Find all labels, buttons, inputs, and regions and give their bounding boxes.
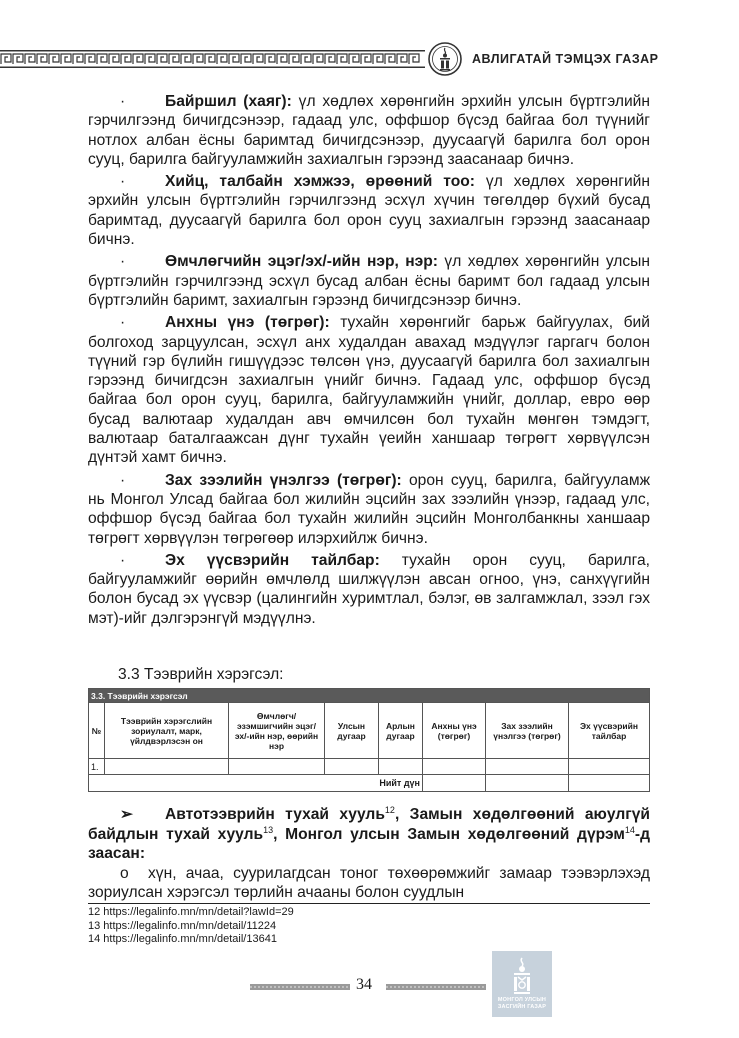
item-text: хүн, ачаа, суурилагдсан тоног төхөөрөмжийг замаар тээвэрлэхэд зориулсан хэрэгсэл төрлийн ачааны болон суудлын <box>88 864 650 901</box>
footer-ornament-icon <box>250 984 350 990</box>
total-row <box>89 775 650 792</box>
gov-logo-text: ЗАСГИЙН ГАЗАР <box>497 1004 547 1010</box>
paragraph-market-value <box>88 471 650 548</box>
column-header: № <box>89 703 105 759</box>
paragraph-text: үл хөдлөх хөрөнгийн эрхийн улсын бүртгэлийн гэрчилгээнд бичигдсэнээр, гадаад улс, оффшор бүсэд байгаа бол түүнийг нотлох албан ёсны баримтад бичигдсэнээр, дуусаагүй барилга бол орон сууц, барилга байгууламжийн захиалгын гэрээнд заасанаар бичнэ. <box>88 93 650 168</box>
paragraph-owner <box>88 252 650 310</box>
meander-border-icon <box>0 50 425 68</box>
heading-part: , Замын хөдөлгөөний аюулгүй байдлын тухай хууль <box>88 806 650 843</box>
table-cell <box>105 759 229 775</box>
paragraph-source <box>88 551 650 628</box>
table-cell <box>379 759 423 775</box>
term: Зах зээлийн үнэлгээ (төгрөг): <box>165 471 402 489</box>
table-title: 3.3. Тээврийн хэрэгсэл <box>89 689 650 703</box>
column-header: Арлын дугаар <box>379 703 423 759</box>
table-cell <box>229 759 325 775</box>
bullet: o <box>120 864 129 882</box>
column-header: Өмчлөгч/ эзэмшигчийн эцэг/эх/-ийн нэр, өөрийн нэр <box>229 703 325 759</box>
paragraph-text: орон сууц, барилга, байгууламж нь Монгол Улсад байгаа бол жилийн эцсийн зах зээлийн үнээр, гадаад улс, оффшор бүсэд байгаа бол тухайн жилийн эцсийн Монголбанкны ханшаар төгрөгт хөрвүүлэн төгрөгөөр илэрхийлж бичнэ. <box>88 471 650 547</box>
row-number: 1. <box>89 759 105 775</box>
table-cell <box>569 775 650 792</box>
term: Хийц, талбайн хэмжээ, өрөөний тоо: <box>165 173 475 191</box>
paragraph-location <box>88 92 650 169</box>
table-row <box>89 759 650 775</box>
page-header <box>0 40 739 80</box>
body-text <box>88 92 650 631</box>
law-section <box>88 805 650 903</box>
bullet: · <box>120 93 126 110</box>
paragraph-size <box>88 172 650 249</box>
term: Байршил (хаяг): <box>165 93 292 110</box>
footnote-divider <box>88 903 650 904</box>
term: Анхны үнэ (төгрөг): <box>165 314 330 332</box>
bullet: · <box>120 551 126 569</box>
heading-part: Автотээврийн тухай хууль <box>165 806 385 823</box>
column-header: Эх үүсвэрийн тайлбар <box>569 703 650 759</box>
page-number: 34 <box>356 976 372 993</box>
column-header: Тээврийн хэрэгслийн зориулалт, марк, үйлдвэрлэсэн он <box>105 703 229 759</box>
footnote: 12 https://legalinfo.mn/mn/detail?lawId=29 <box>88 906 294 918</box>
paragraph-text: үл хөдлөх хөрөнгийн эрхийн улсын бүртгэлийн гэрчилгээнд эсхүл хүчин төгөлдөр бүхий бусад баримтад, дуусаагүй барилга бол орон сууц захиалгын гэрээнд заасанаар бичнэ. <box>88 173 650 249</box>
paragraph-text: үл хөдлөх хөрөнгийн улсын бүртгэлийн гэрчилгээнд эсхүл бусад албан ёсны баримт бол гадаад улсын бүртгэлийн баримт, захиалгын гэрээнд бичигдсэнээр бичнэ. <box>88 253 650 309</box>
sub-heading: 3.3 Тээврийн хэрэгсэл: <box>118 666 284 683</box>
page-footer <box>0 966 739 1006</box>
bullet: · <box>120 471 126 489</box>
paragraph-text: тухайн орон сууц, барилга, байгууламжийг өөрийн өмчлөлд шилжүүлэн авсан огноо, үнэ, санхүүгийн болон бусад эх үүсвэр (цалингийн хуримтлал, бэлэг, өв залгамжлал, зээл гэх мэт)-ийг дэлгэрэнгүй мэдүүлнэ. <box>88 551 650 627</box>
law-heading <box>88 805 650 864</box>
footnote-ref: 13 <box>263 824 274 835</box>
footnote: 14 https://legalinfo.mn/mn/detail/13641 <box>88 933 277 945</box>
table-cell <box>423 775 486 792</box>
government-logo <box>492 951 552 1017</box>
gov-logo-text: МОНГОЛ УЛСЫН <box>497 997 547 1003</box>
agency-name: АВЛИГАТАЙ ТЭМЦЭХ ГАЗАР <box>472 52 659 66</box>
law-item <box>88 864 650 903</box>
paragraph-initial-price <box>88 313 650 467</box>
footnote-ref: 12 <box>384 804 395 815</box>
footer-ornament-icon <box>386 984 486 990</box>
column-header: Анхны үнэ (төгрөг) <box>423 703 486 759</box>
arrow-bullet-icon: ➢ <box>120 806 134 823</box>
bullet: · <box>120 173 126 191</box>
table-cell <box>569 759 650 775</box>
soyombo-icon <box>509 957 535 995</box>
table-cell <box>325 759 379 775</box>
total-label: Нийт дүн <box>89 775 423 792</box>
heading-part: -д заасан: <box>88 825 650 862</box>
heading-part: , Монгол улсын Замын хөдөлгөөний дүрэм <box>273 825 625 843</box>
bullet: · <box>120 314 126 332</box>
table-cell <box>486 775 569 792</box>
term: Эх үүсвэрийн тайлбар: <box>165 551 380 569</box>
column-header: Зах зээлийн үнэлгээ (төгрөг) <box>486 703 569 759</box>
bullet: · <box>120 253 126 271</box>
footnotes <box>88 906 294 947</box>
term: Өмчлөгчийн эцэг/эх/-ийн нэр, нэр: <box>165 253 438 271</box>
vehicle-table <box>88 688 650 792</box>
table-cell <box>486 759 569 775</box>
soyombo-emblem-icon <box>428 42 462 76</box>
column-header: Улсын дугаар <box>325 703 379 759</box>
paragraph-text: тухайн хөрөнгийг барьж байгуулах, бий болгоход зарцуулсан, эсхүл анх худалдан авахад мэдүүлэг гаргагч болон түүний гэр бүлийн гишүүдээс төлсөн үнэ, дуусаагүй барилга бол захиалгын гэрээнд бичигдсэн захиалгын үнийг бичнэ. Гадаад улс, оффшор бүсэд байгаа бол орон сууц, барилга, байгууламжийн үнийг, доллар, евро өөр бусад валютаар худалдан авч өмчилсөн бол тухайн мөнгөн тэмдэгт, валютаар баталгаажсан дүнг тухайн үеийн ханшаар төгрөгт хөрвүүлсэн дүнтэй хамт бичнэ. <box>88 314 650 467</box>
footnote: 13 https://legalinfo.mn/mn/detail/11224 <box>88 919 277 932</box>
footnote-ref: 14 <box>624 824 635 835</box>
table-cell <box>423 759 486 775</box>
